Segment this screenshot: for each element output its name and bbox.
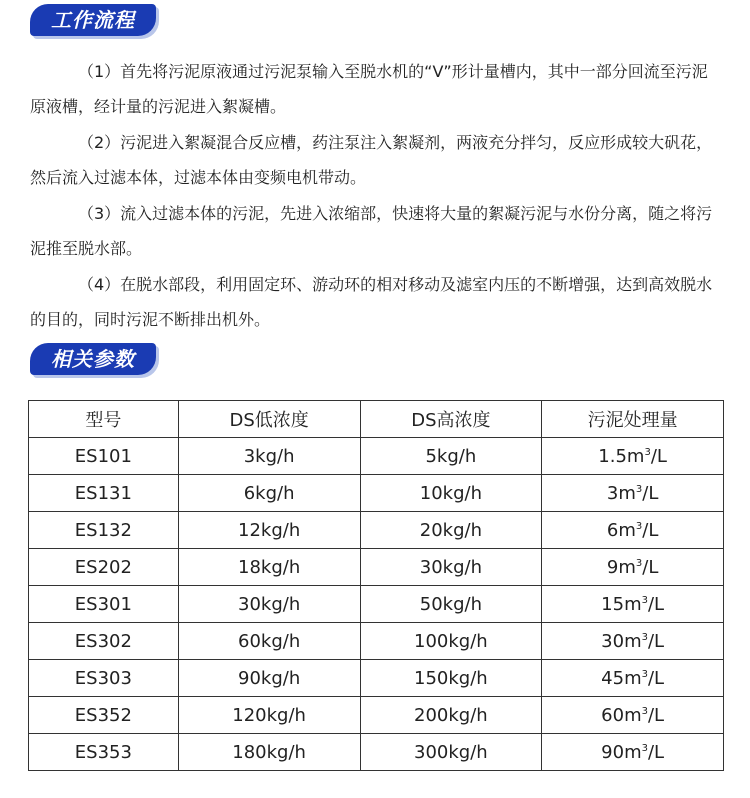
cell-sludge-volume xyxy=(542,734,724,771)
cell-ds-low: 18kg/h xyxy=(178,549,360,586)
cell-model: ES301 xyxy=(29,586,179,623)
header-ds-high: DS高浓度 xyxy=(360,401,542,438)
volume-number: 9 xyxy=(606,556,619,578)
cell-model: ES131 xyxy=(29,475,179,512)
table-row xyxy=(29,623,724,660)
volume-unit: m xyxy=(624,630,642,652)
cell-ds-high: 200kg/h xyxy=(360,697,542,734)
header-model: 型号 xyxy=(29,401,179,438)
cell-sludge-volume xyxy=(542,549,724,586)
table-row xyxy=(29,734,724,771)
volume-number: 60 xyxy=(601,704,625,726)
cell-sludge-volume xyxy=(542,623,724,660)
process-step-1: （1）首先将污泥原液通过污泥泵输入至脱水机的“V”形计量槽内，其中一部分回流至污泥原液槽，经计量的污泥进入絮凝槽。 xyxy=(30,62,708,116)
volume-exponent: 3 xyxy=(641,668,648,680)
volume-unit: m xyxy=(618,556,636,578)
volume-exponent: 3 xyxy=(641,742,648,754)
volume-per-unit: /L xyxy=(647,593,665,615)
volume-number: 45 xyxy=(601,667,625,689)
cell-model: ES101 xyxy=(29,438,179,475)
volume-unit: m xyxy=(626,445,645,467)
cell-ds-high: 100kg/h xyxy=(360,623,542,660)
volume-unit: m xyxy=(624,593,642,615)
cell-ds-low: 90kg/h xyxy=(178,660,360,697)
table-row xyxy=(29,549,724,586)
cell-ds-high: 300kg/h xyxy=(360,734,542,771)
cell-ds-high: 10kg/h xyxy=(360,475,542,512)
table-row xyxy=(29,475,724,512)
cell-sludge-volume xyxy=(542,512,724,549)
cell-sludge-volume xyxy=(542,475,724,512)
cell-ds-low: 30kg/h xyxy=(178,586,360,623)
section-header-params xyxy=(30,343,160,379)
table-row xyxy=(29,660,724,697)
volume-exponent: 3 xyxy=(635,483,643,495)
cell-ds-high: 20kg/h xyxy=(360,512,542,549)
section-header-process xyxy=(30,4,160,40)
cell-sludge-volume xyxy=(542,438,724,475)
volume-per-unit: /L xyxy=(642,482,659,504)
volume-per-unit: /L xyxy=(642,519,659,541)
parameters-table xyxy=(28,400,724,771)
table-header-row xyxy=(29,401,724,438)
volume-per-unit: /L xyxy=(647,667,665,689)
volume-number: 90 xyxy=(601,741,625,763)
volume-number: 15 xyxy=(601,593,625,615)
table-row xyxy=(29,586,724,623)
process-step-2: （2）污泥进入絮凝混合反应槽，药注泵注入絮凝剂，两液充分拌匀，反应形成较大矾花，然后流入过滤本体，过滤本体由变频电机带动。 xyxy=(30,133,713,187)
volume-number: 1.5 xyxy=(598,445,627,467)
header-sludge-volume: 污泥处理量 xyxy=(542,401,724,438)
volume-exponent: 3 xyxy=(641,631,648,643)
volume-unit: m xyxy=(624,741,642,763)
volume-number: 3 xyxy=(606,482,619,504)
cell-ds-low: 120kg/h xyxy=(178,697,360,734)
cell-ds-high: 50kg/h xyxy=(360,586,542,623)
process-step-4: （4）在脱水部段，利用固定环、游动环的相对移动及滤室内压的不断增强，达到高效脱水的目的，同时污泥不断排出机外。 xyxy=(30,275,713,329)
cell-sludge-volume xyxy=(542,660,724,697)
volume-unit: m xyxy=(624,704,642,726)
cell-ds-high: 30kg/h xyxy=(360,549,542,586)
volume-per-unit: /L xyxy=(647,741,665,763)
volume-exponent: 3 xyxy=(635,557,643,569)
section-title-process: 工作流程 xyxy=(30,4,156,36)
volume-exponent: 3 xyxy=(641,705,648,717)
volume-number: 30 xyxy=(601,630,625,652)
cell-ds-low: 12kg/h xyxy=(178,512,360,549)
table-row xyxy=(29,512,724,549)
volume-exponent: 3 xyxy=(641,594,648,606)
cell-model: ES352 xyxy=(29,697,179,734)
volume-per-unit: /L xyxy=(650,445,667,467)
table-row xyxy=(29,697,724,734)
cell-model: ES353 xyxy=(29,734,179,771)
volume-per-unit: /L xyxy=(647,704,665,726)
cell-sludge-volume xyxy=(542,586,724,623)
cell-ds-high: 150kg/h xyxy=(360,660,542,697)
volume-unit: m xyxy=(618,482,636,504)
volume-per-unit: /L xyxy=(647,630,665,652)
cell-ds-low: 180kg/h xyxy=(178,734,360,771)
volume-unit: m xyxy=(618,519,636,541)
cell-ds-low: 6kg/h xyxy=(178,475,360,512)
volume-exponent: 3 xyxy=(644,446,651,458)
table-body xyxy=(29,438,724,771)
volume-unit: m xyxy=(624,667,642,689)
cell-ds-low: 3kg/h xyxy=(178,438,360,475)
cell-model: ES302 xyxy=(29,623,179,660)
volume-number: 6 xyxy=(606,519,619,541)
cell-model: ES303 xyxy=(29,660,179,697)
cell-ds-low: 60kg/h xyxy=(178,623,360,660)
volume-per-unit: /L xyxy=(642,556,659,578)
volume-exponent: 3 xyxy=(635,520,643,532)
cell-model: ES202 xyxy=(29,549,179,586)
header-ds-low: DS低浓度 xyxy=(178,401,360,438)
cell-sludge-volume xyxy=(542,697,724,734)
section-title-params: 相关参数 xyxy=(30,343,156,375)
cell-ds-high: 5kg/h xyxy=(360,438,542,475)
cell-model: ES132 xyxy=(29,512,179,549)
process-step-3: （3）流入过滤本体的污泥，先进入浓缩部，快速将大量的絮凝污泥与水份分离，随之将污泥推至脱水部。 xyxy=(30,204,713,258)
table-row xyxy=(29,438,724,475)
